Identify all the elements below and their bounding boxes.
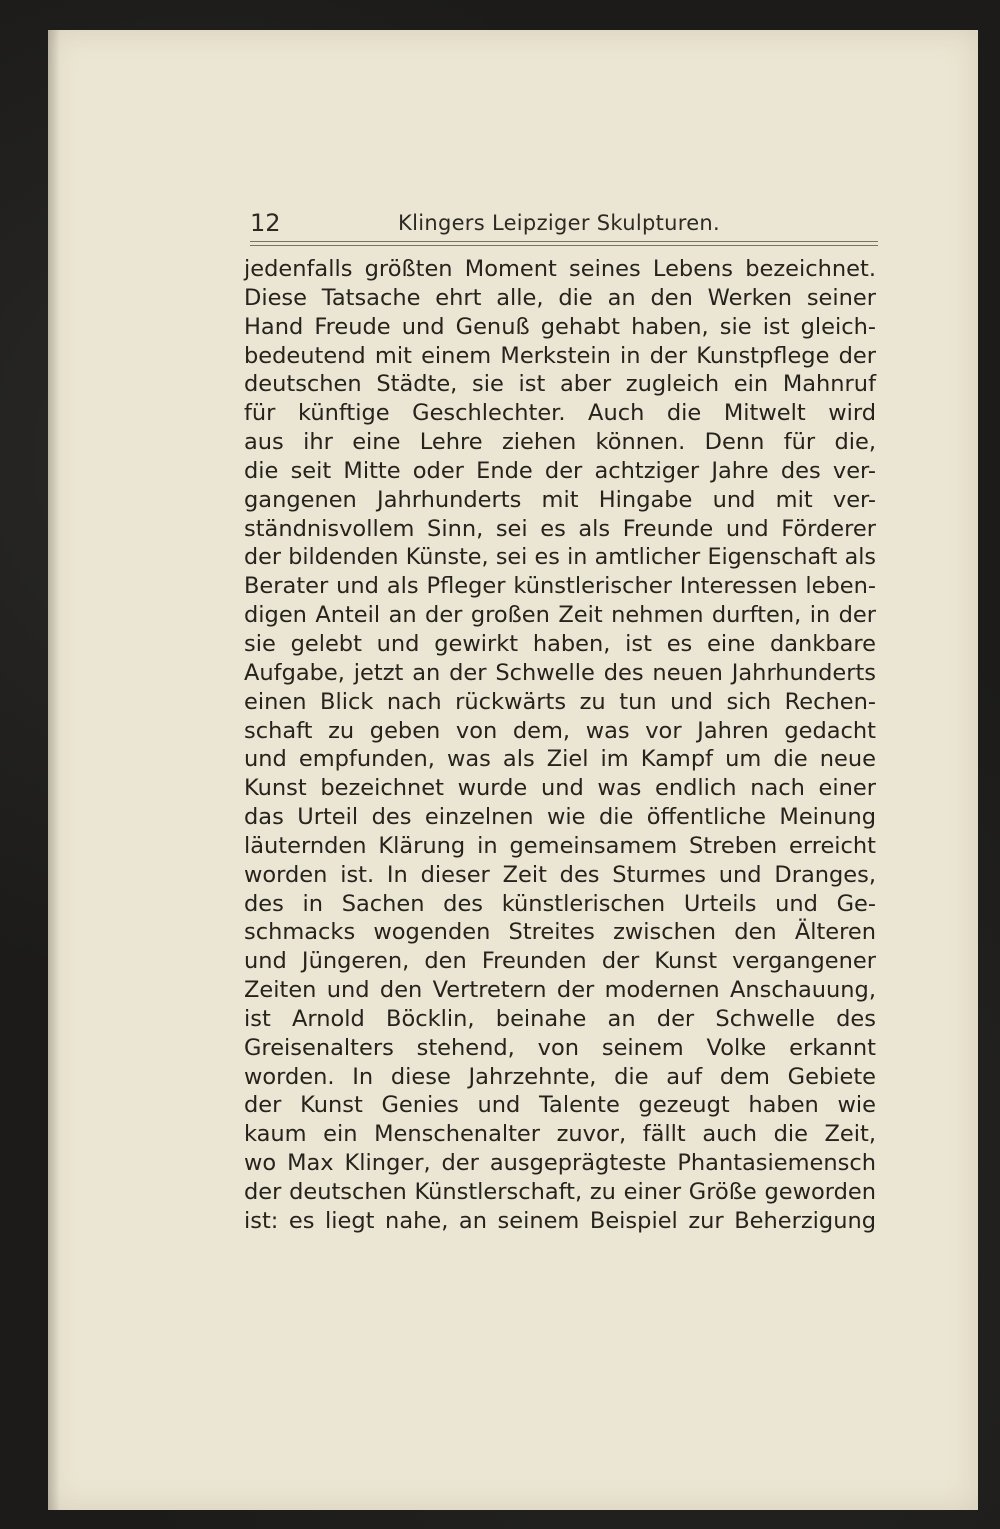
text-line: ist Arnold Böcklin, beinahe an der Schwelle des	[244, 1005, 876, 1032]
text-line: Greisenalters stehend, von seinem Volke erkannt	[244, 1034, 876, 1061]
text-line: der Kunst Genies und Talente gezeugt haben wie	[244, 1092, 876, 1119]
text-line: Diese Tatsache ehrt alle, die an den Werken seiner	[244, 284, 876, 311]
page-number: 12	[250, 209, 281, 237]
text-line: für künftige Geschlechter. Auch die Mitwelt wird	[244, 400, 876, 427]
text-line: schmacks wogenden Streites zwischen den Älteren	[244, 919, 876, 946]
text-line: Aufgabe, jetzt an der Schwelle des neuen Jahrhunderts	[244, 659, 876, 686]
text-line: der bildenden Künste, sei es in amtlicher Eigenschaft als	[244, 544, 876, 571]
text-line: jedenfalls größten Moment seines Lebens bezeichnet.	[244, 256, 876, 282]
text-line: sie gelebt und gewirkt haben, ist es eine dankbare	[244, 630, 876, 657]
text-line: deutschen Städte, sie ist aber zugleich ein Mahnruf	[244, 371, 876, 398]
text-line: des in Sachen des künstlerischen Urteils und Ge-	[244, 890, 876, 917]
text-line: und Jüngeren, den Freunden der Kunst vergangener	[244, 948, 876, 975]
running-header	[250, 208, 880, 238]
text-line: wo Max Klinger, der ausgeprägteste Phantasiemensch	[244, 1150, 876, 1177]
text-line: worden. In diese Jahrzehnte, die auf dem Gebiete	[244, 1063, 876, 1090]
running-title: Klingers Leipziger Skulpturen.	[398, 211, 721, 235]
text-line: läuternden Klärung in gemeinsamem Streben erreicht	[244, 832, 876, 859]
header-rule-bottom	[250, 245, 878, 246]
page-gutter-shadow	[48, 30, 60, 1510]
text-line: Zeiten und den Vertretern der modernen Anschauung,	[244, 977, 876, 1004]
text-line: schaft zu geben von dem, was vor Jahren gedacht	[244, 717, 876, 744]
text-line: aus ihr eine Lehre ziehen können. Denn für die,	[244, 429, 876, 456]
body-text	[244, 255, 876, 1236]
text-line: Kunst bezeichnet wurde und was endlich nach einer	[244, 775, 876, 802]
text-line: Berater und als Pfleger künstlerischer Interessen leben-	[244, 573, 876, 600]
text-line: ist: es liegt nahe, an seinem Beispiel zur Beherzigung	[244, 1207, 876, 1234]
text-line: digen Anteil an der großen Zeit nehmen durften, in der	[244, 602, 876, 629]
header-rule-top	[250, 241, 878, 242]
text-line: das Urteil des einzelnen wie die öffentliche Meinung	[244, 804, 876, 831]
text-line: kaum ein Menschenalter zuvor, fällt auch die Zeit,	[244, 1121, 876, 1148]
text-line: bedeutend mit einem Merkstein in der Kunstpflege der	[244, 342, 876, 369]
text-line: und empfunden, was als Ziel im Kampf um die neue	[244, 746, 876, 773]
text-line: ständnisvollem Sinn, sei es als Freunde und Förderer	[244, 515, 876, 542]
text-line: gangenen Jahrhunderts mit Hingabe und mit ver-	[244, 486, 876, 513]
text-line: die seit Mitte oder Ende der achtziger Jahre des ver-	[244, 457, 876, 484]
text-line: der deutschen Künstlerschaft, zu einer Größe geworden	[244, 1179, 876, 1205]
text-line: Hand Freude und Genuß gehabt haben, sie ist gleich-	[244, 313, 876, 340]
text-line: einen Blick nach rückwärts zu tun und sich Rechen-	[244, 688, 876, 715]
text-line: worden ist. In dieser Zeit des Sturmes und Dranges,	[244, 861, 876, 888]
